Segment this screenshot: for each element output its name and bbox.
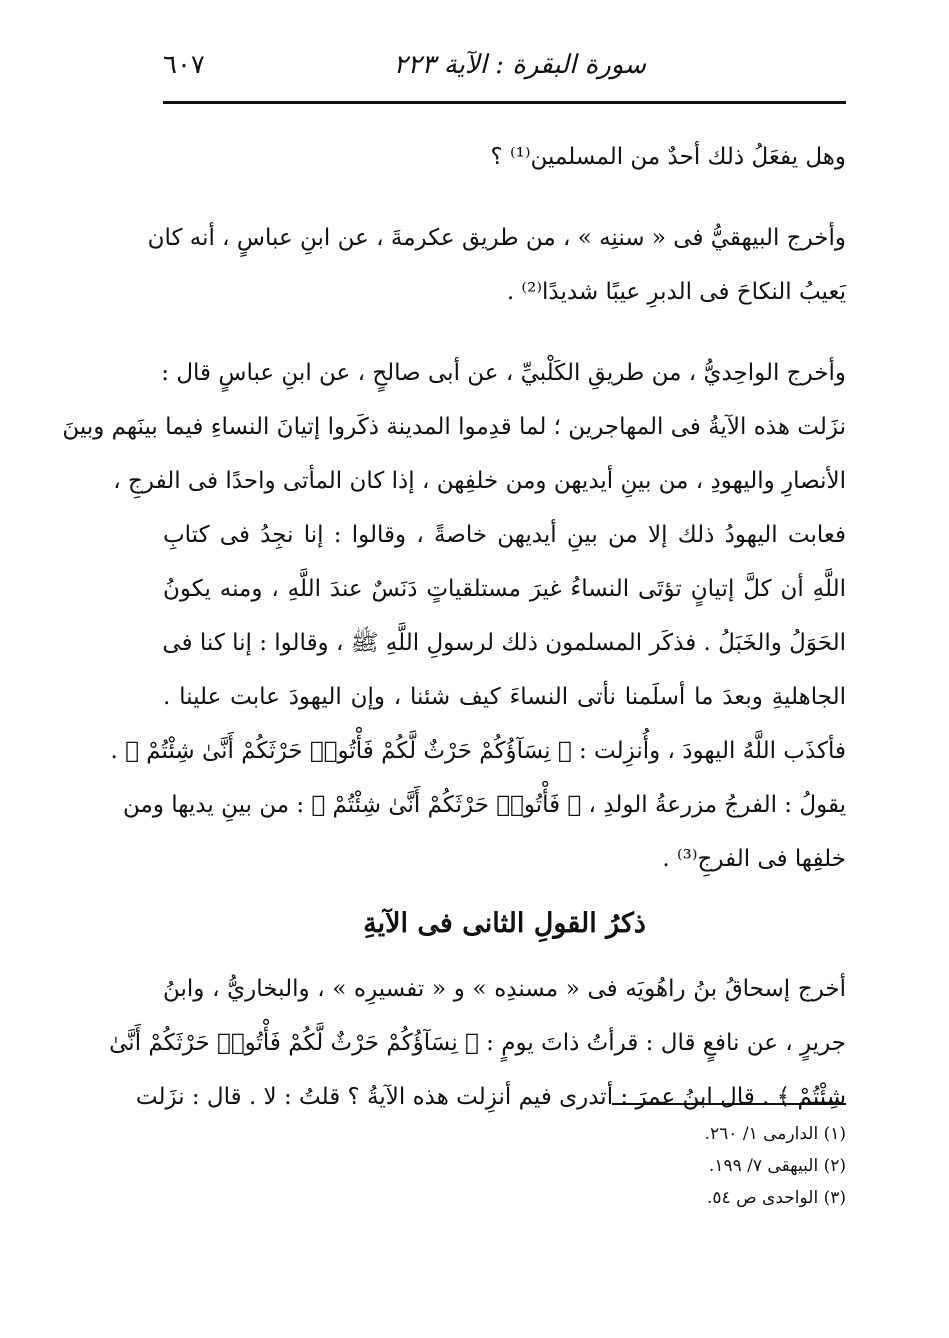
text-line: اللَّهِ أن كلَّ إتيانٍ تؤتَى النساءُ غيرَ مستلقياتٍ دَنَسٌ عندَ اللَّهِ ، ومنه يكونُ: [163, 576, 846, 602]
text-line: الجاهليةِ وبعدَ ما أسلَمنا نأتى النساءَ كيف شئنا ، وإن اليهودَ عابت علينا .: [163, 684, 846, 710]
page-header: [163, 50, 846, 94]
running-title: سورة البقرة : الآية ٢٢٣: [393, 50, 646, 80]
text-line: وهل يفعَلُ ذلك أحدٌ من المسلمين⁽¹⁾ ؟: [490, 144, 846, 170]
text-line: أخرج إسحاقُ بنُ راهُويَه فى « مسندِه » و « تفسيرِه » ، والبخاريُّ ، وابنُ: [163, 976, 846, 1002]
text-line: جريرٍ ، عن نافعٍ قال : قرأتُ ذاتَ يومٍ : ﴿ نِسَآؤُكُمْ حَرْثٌ لَّكُمْ فَأْتُوا۟ حَرْثَكُمْ أَنَّىٰ: [109, 1030, 846, 1056]
text-line: الأنصارِ واليهودِ ، من بينِ أيديهن ومن خلفِهن ، إذا كان المأتى واحدًا فى الفرجِ ،: [113, 468, 846, 494]
footnote-rule: [612, 1103, 846, 1105]
text-line: شِئْتُمْ ﴾ . قال ابنُ عمرَ : أتدرى فيم أنزِلت هذه الآيةُ ؟ قلتُ : لا . قال : نزَلت: [135, 1084, 846, 1110]
text-line: فأكذَب اللَّهُ اليهودَ ، وأُنزِلت : ﴿ نِسَآؤُكُمْ حَرْثٌ لَّكُمْ فَأْتُوا۟ حَرْثَكُمْ أَنَّىٰ شِئْتُمْ ﴾ .: [110, 738, 846, 764]
footnotes: [705, 1118, 846, 1214]
text-line: خلفِها فى الفرجِ⁽³⁾ .: [662, 846, 846, 872]
main-text: [62, 130, 846, 1124]
text-line: فعابت اليهودُ ذلك إلا من بينِ أيديهن خاصةً ، وقالوا : إنا نجِدُ فى كتابِ: [163, 522, 846, 548]
paragraph-gap: [163, 184, 846, 211]
header-rule: [163, 101, 846, 104]
footnote: (٣) الواحدى ص ٥٤.: [707, 1188, 846, 1208]
text-line: الحَوَلُ والخَبَلُ . فذكَر المسلمون ذلك لرسولِ اللَّهِ ﷺ ، وقالوا : إنا كنا فى: [162, 630, 846, 656]
text-line: يقولُ : الفرجُ مزرعةُ الولدِ ، ﴿ فَأْتُوا۟ حَرْثَكُمْ أَنَّىٰ شِئْتُمْ ﴾ : من بينِ يديها ومن: [123, 792, 846, 818]
text-line: وأخرج الواحِديُّ ، من طريقِ الكَلْبيِّ ، عن أبى صالحٍ ، عن ابنِ عباسٍ قال :: [161, 360, 846, 386]
page-number: ٦٠٧: [163, 50, 205, 80]
text-line: وأخرج البيهقيُّ فى « سننِه » ، من طريق عكرمةَ ، عن ابنِ عباسٍ ، أنه كان: [147, 225, 846, 251]
text-line: نزَلت هذه الآيةُ فى المهاجرين ؛ لما قدِموا المدينة ذكَروا إتيانَ النساءِ فيما بينَهم وبينَ: [62, 414, 846, 440]
footnote: (٢) البيهقى ٧/ ١٩٩.: [708, 1156, 846, 1176]
section-heading: ذكرُ القولِ الثانى فى الآيةِ: [363, 908, 646, 939]
text-line: يَعيبُ النكاحَ فى الدبرِ عيبًا شديدًا⁽²⁾ .: [506, 279, 846, 305]
paragraph-gap: [163, 319, 846, 346]
footnote: (١) الدارمى ١/ ٢٦٠.: [704, 1124, 846, 1144]
